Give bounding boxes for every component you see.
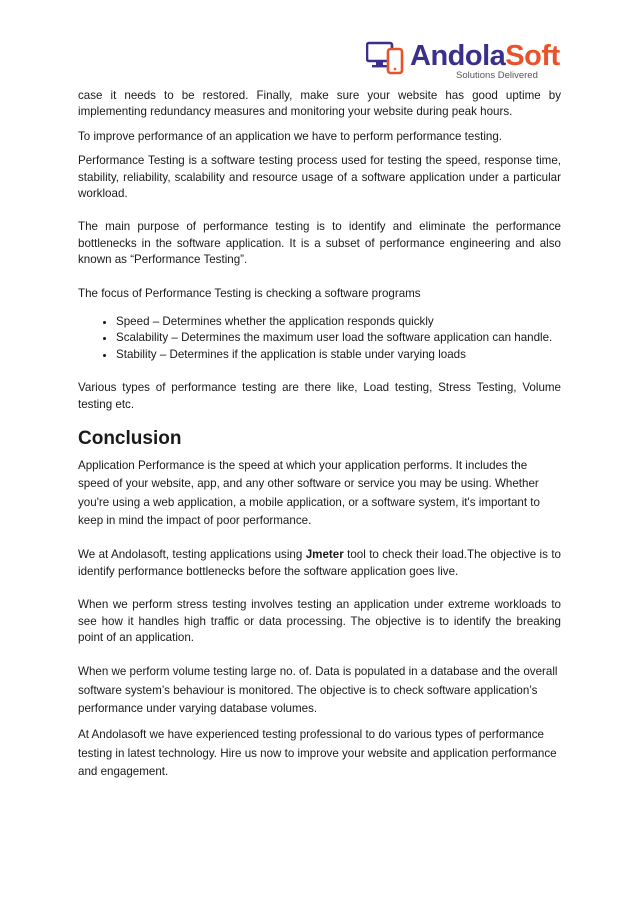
list-item: • Scalability – Determines the maximum user load the software application can handle. (116, 330, 561, 346)
list-item: • Speed – Determines whether the application responds quickly (116, 314, 561, 330)
paragraph: The main purpose of performance testing is to identify and eliminate the performance bottlenecks in the software application. It is a subset of performance engineering and also known as “Performance Testing”. (78, 220, 561, 267)
logo-wordmark: AndolaSoft (410, 40, 560, 72)
paragraph: case it needs to be restored. Finally, make sure your website has good uptime by implementing redundancy measures and monitoring your website during peak hours. (78, 89, 561, 119)
bullet-list (78, 314, 561, 363)
paragraph: We at Andolasoft, testing applications using Jmeter tool to check their load.The objective is to identify performance bottlenecks before the software application goes live. (78, 548, 561, 578)
andolasoft-logo (366, 40, 558, 82)
section-heading: Conclusion (78, 428, 182, 450)
paragraph: To improve performance of an application we have to perform performance testing. (78, 129, 503, 143)
document-body (78, 88, 561, 781)
paragraph: At Andolasoft we have experienced testing professional to do various types of performance testing in latest technology. Hire us now to improve your website and application performance and engagement. (78, 728, 557, 778)
paragraph: The focus of Performance Testing is checking a software programs (78, 286, 421, 300)
paragraph: When we perform stress testing involves testing an application under extreme workloads to see how it handles high traffic or data processing. The objective is to identify the breaking point of an application. (78, 598, 561, 644)
list-item: • Stability – Determines if the application is stable under varying loads (116, 347, 561, 363)
paragraph: Various types of performance testing are there like, Load testing, Stress Testing, Volume testing etc. (78, 381, 561, 411)
logo-tagline: Solutions Delivered (456, 70, 538, 81)
bold-text: Jmeter (305, 548, 344, 562)
paragraph: When we perform volume testing large no. of. Data is populated in a database and the overall software system’s behaviour is monitored. The objective is to check software application’s performance under varying database volumes. (78, 665, 558, 715)
devices-icon (366, 40, 406, 76)
paragraph: Performance Testing is a software testing process used for testing the speed, response time, stability, reliability, scalability and resource usage of a software application under a particular workload. (78, 154, 561, 201)
paragraph: Application Performance is the speed at which your application performs. It includes the speed of your website, app, and any other software or service you may be using. Whether you're using a web application, a mobile application, or a software system, it's important to keep in mind the impact of poor performance. (78, 459, 540, 527)
